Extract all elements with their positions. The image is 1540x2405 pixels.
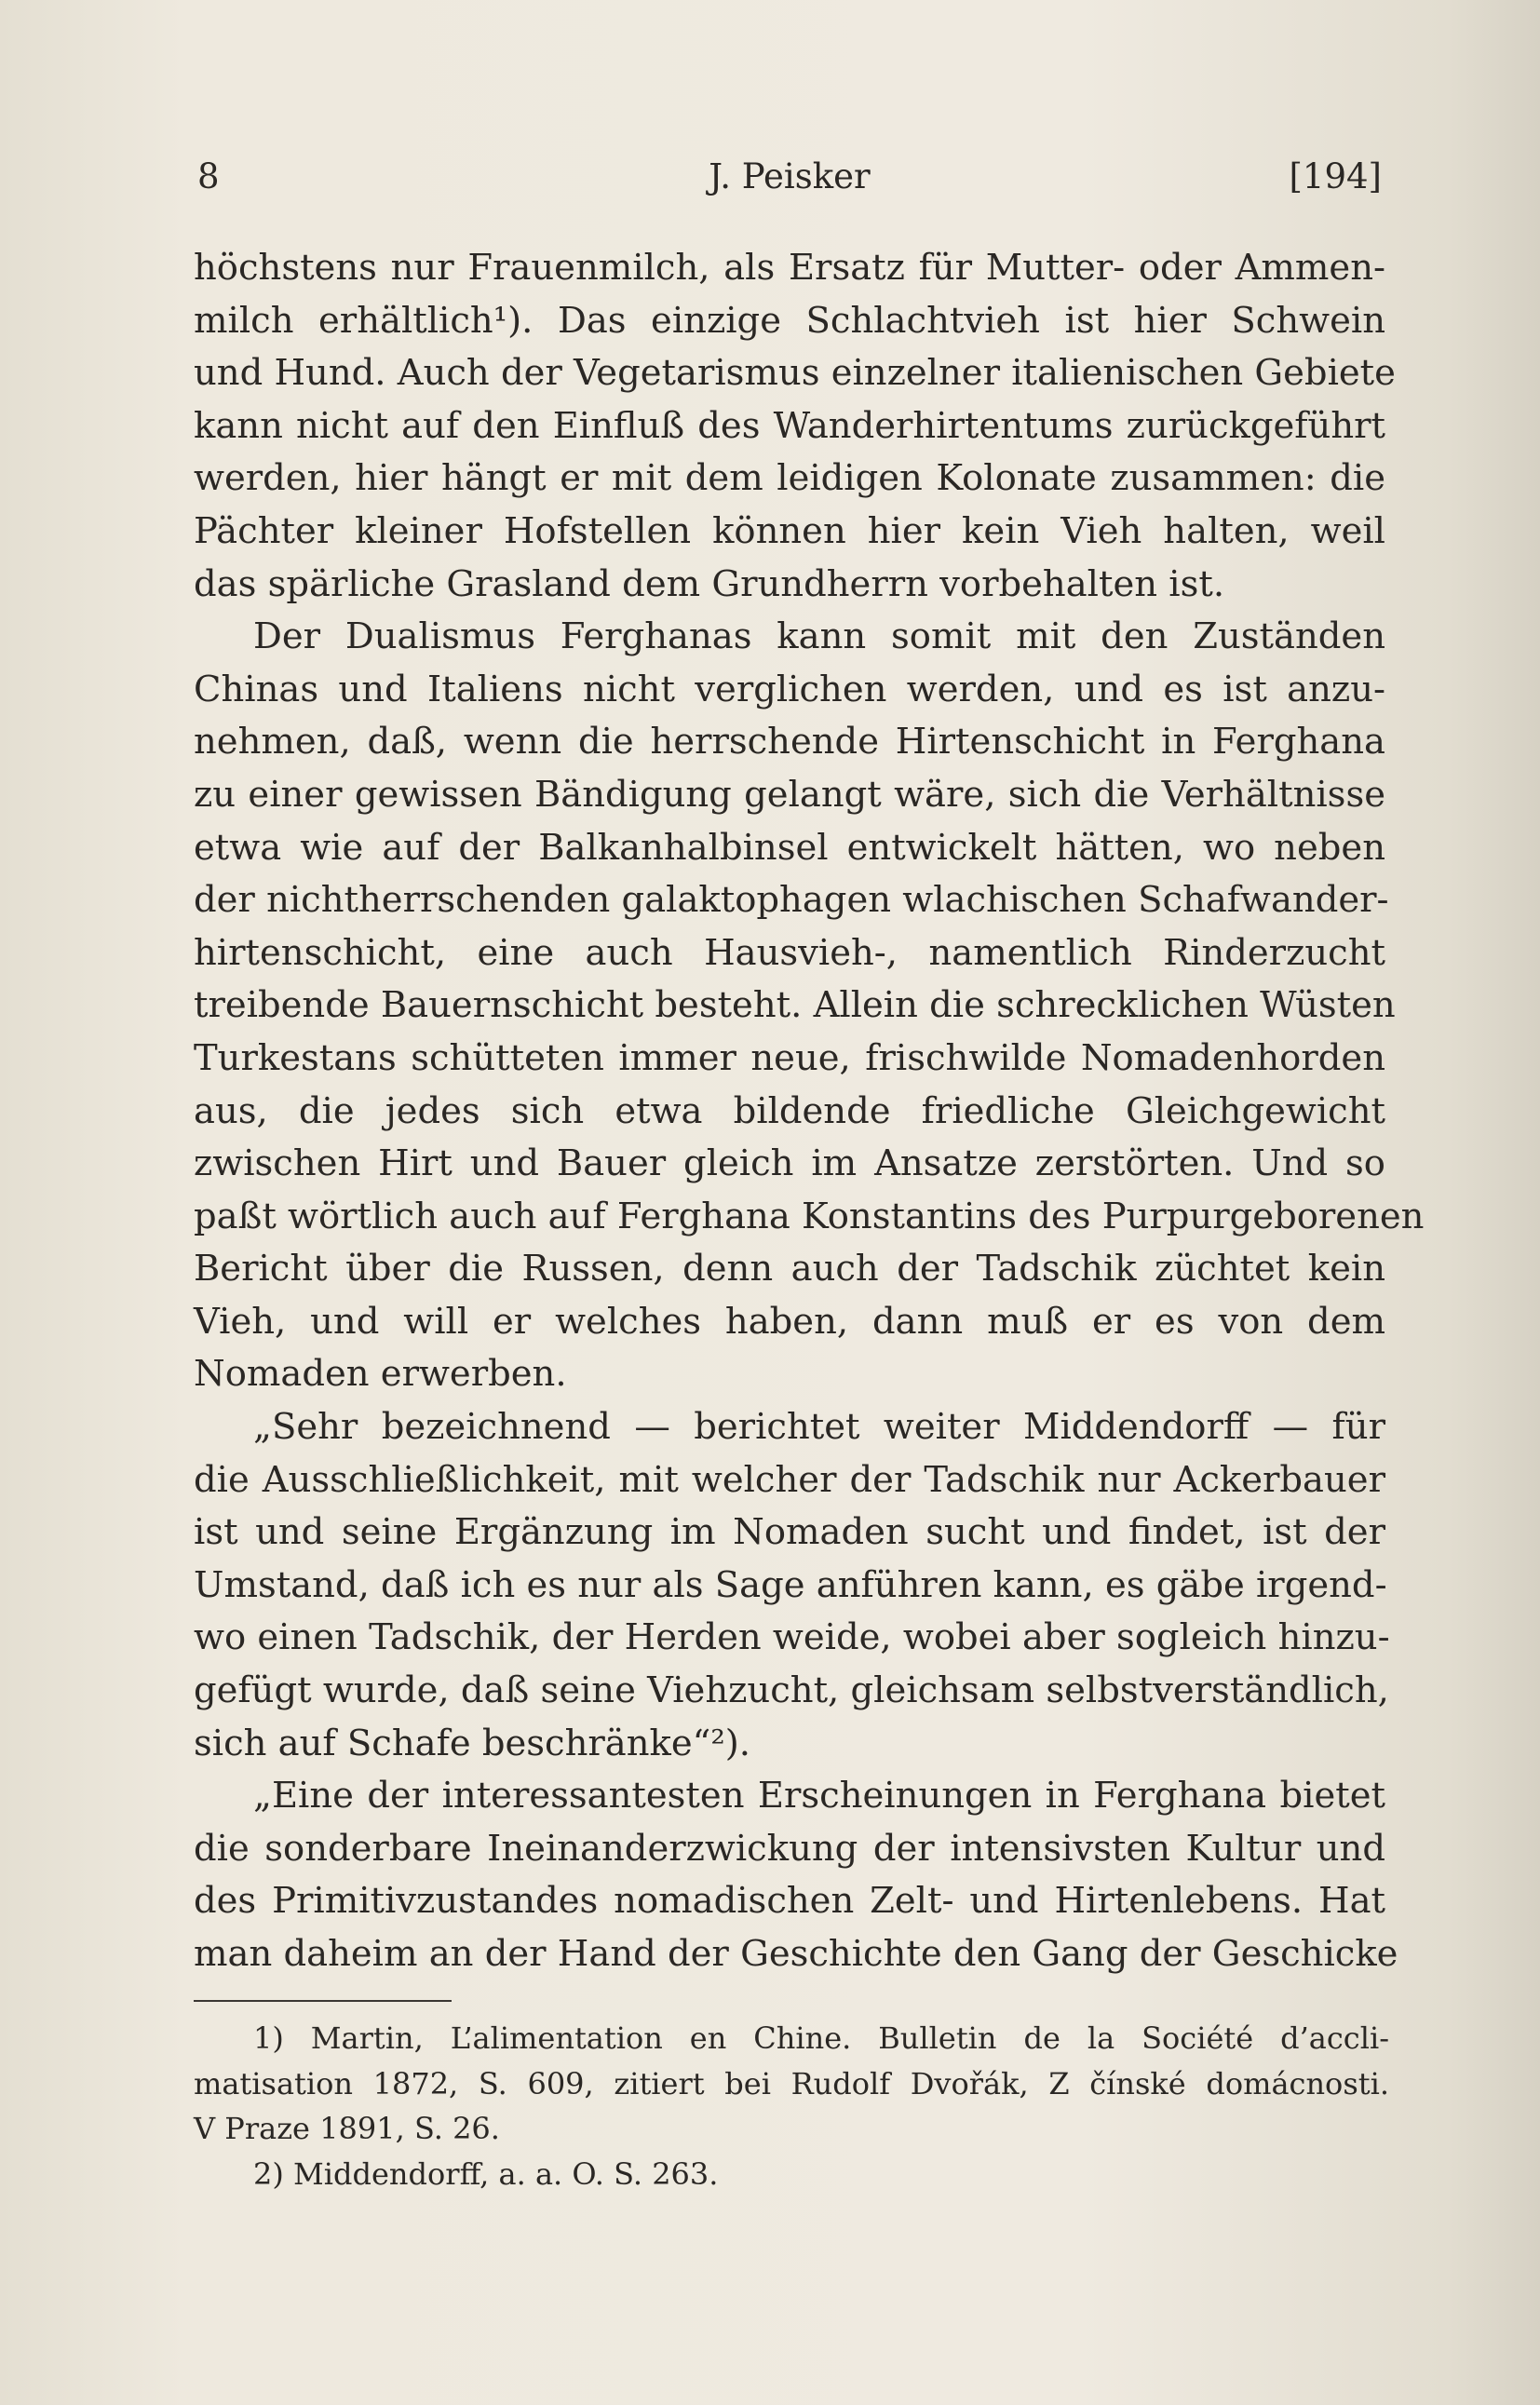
text-line: Pächter kleiner Hofstellen können hier kein Vieh halten, weil — [194, 509, 1385, 552]
text-line: treibende Bauernschicht besteht. Allein die schrecklichen Wüsten — [194, 984, 1396, 1027]
text-line: Bericht über die Russen, denn auch der Tadschik züchtet kein — [194, 1248, 1385, 1290]
text-line: etwa wie auf der Balkanhalbinsel entwickelt hätten, wo neben — [194, 826, 1385, 869]
text-line: Nomaden erwerben. — [194, 1353, 567, 1396]
paragraph-start: „Eine der interessantesten Erscheinungen in Ferghana bietet — [253, 1775, 1385, 1817]
text-line: zwischen Hirt und Bauer gleich im Ansatze zerstörten. Und so — [194, 1142, 1385, 1185]
original-page-number: [194] — [1289, 156, 1382, 196]
page-number: 8 — [197, 156, 220, 196]
text-line: und Hund. Auch der Vegetarismus einzelner italienischen Gebiete — [194, 352, 1396, 395]
body-text — [194, 242, 1425, 1981]
text-line: wo einen Tadschik, der Herden weide, wobei aber sogleich hinzu- — [194, 1616, 1390, 1659]
footnote-line: V Praze 1891, S. 26. — [194, 2111, 500, 2146]
text-line: zu einer gewissen Bändigung gelangt wäre, sich die Verhältnisse — [194, 773, 1385, 816]
text-line: das spärliche Grasland dem Grundherrn vorbehalten ist. — [194, 562, 1225, 605]
text-line: milch erhältlich¹). Das einzige Schlachtvieh ist hier Schwein — [194, 299, 1385, 342]
text-line: die sonderbare Ineinanderzwickung der intensivsten Kultur und — [194, 1827, 1385, 1870]
paragraph-start: „Sehr bezeichnend — berichtet weiter Middendorff — für — [253, 1406, 1385, 1449]
text-line: kann nicht auf den Einfluß des Wanderhirtentums zurückgeführt — [194, 404, 1385, 447]
text-line: Chinas und Italiens nicht verglichen werden, und es ist anzu- — [194, 668, 1385, 710]
page-header — [197, 156, 1382, 212]
footnote-line: 1) Martin, L’alimentation en Chine. Bulletin de la Société d’accli- — [253, 2020, 1389, 2056]
text-line: der nichtherrschenden galaktophagen wlachischen Schafwander- — [194, 879, 1389, 922]
text-line: man daheim an der Hand der Geschichte den Gang der Geschicke — [194, 1933, 1398, 1975]
footnote-separator — [194, 2000, 452, 2002]
text-line: werden, hier hängt er mit dem leidigen Kolonate zusammen: die — [194, 457, 1385, 500]
footnote-line: matisation 1872, S. 609, zitiert bei Rudolf Dvořák, Z čínské domácnosti. — [194, 2065, 1389, 2101]
text-line: hirtenschicht, eine auch Hausvieh-, namentlich Rinderzucht — [194, 931, 1385, 974]
text-line: Umstand, daß ich es nur als Sage anführen kann, es gäbe irgend- — [194, 1563, 1387, 1606]
footnotes — [194, 2016, 1389, 2196]
text-line: nehmen, daß, wenn die herrschende Hirtenschicht in Ferghana — [194, 721, 1385, 763]
text-line: Turkestans schütteten immer neue, frischwilde Nomadenhorden — [194, 1036, 1385, 1079]
footnote-line: 2) Middendorff, a. a. O. S. 263. — [253, 2155, 719, 2192]
text-line: des Primitivzustandes nomadischen Zelt- und Hirtenlebens. Hat — [194, 1880, 1385, 1923]
text-line: Vieh, und will er welches haben, dann muß er es von dem — [194, 1300, 1385, 1343]
running-title: J. Peisker — [709, 156, 871, 196]
text-line: paßt wörtlich auch auf Ferghana Konstantins des Purpurgeborenen — [194, 1195, 1425, 1237]
text-line: ist und seine Ergänzung im Nomaden sucht und findet, ist der — [194, 1511, 1385, 1554]
text-line: die Ausschließlichkeit, mit welcher der Tadschik nur Ackerbauer — [194, 1458, 1385, 1501]
text-line: sich auf Schafe beschränke“²). — [194, 1722, 751, 1764]
text-line: aus, die jedes sich etwa bildende friedliche Gleichgewicht — [194, 1089, 1385, 1132]
paragraph-start: Der Dualismus Ferghanas kann somit mit den Zuständen — [253, 615, 1385, 658]
text-line: gefügt wurde, daß seine Viehzucht, gleichsam selbstverständlich, — [194, 1669, 1389, 1712]
text-line: höchstens nur Frauenmilch, als Ersatz für Mutter- oder Ammen- — [194, 247, 1385, 289]
